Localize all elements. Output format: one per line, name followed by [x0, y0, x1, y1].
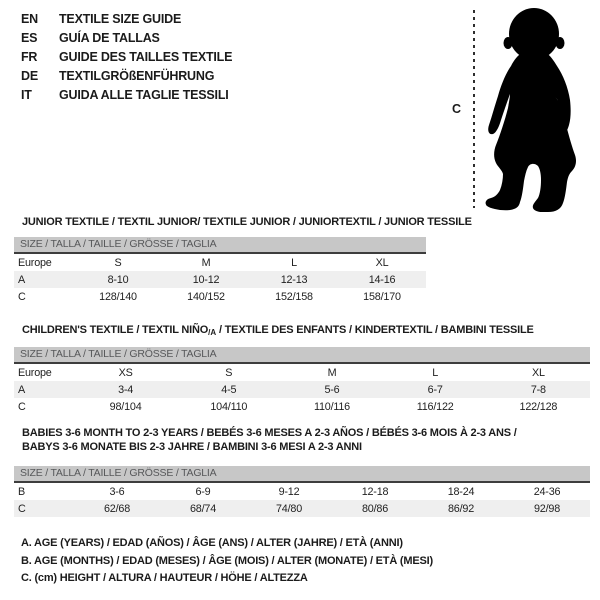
- babies-size-header-bar: SIZE / TALLA / TAILLE / GRÖSSE / TAGLIA: [14, 466, 590, 483]
- row-label: B: [18, 485, 26, 498]
- table-row: [14, 381, 590, 398]
- children-title-text: CHILDREN'S TEXTILE / TEXTIL NIÑO: [22, 324, 209, 336]
- table-row: [14, 271, 426, 288]
- language-row-fr: [21, 47, 232, 66]
- row-label: C: [18, 502, 26, 515]
- table-cell: XL: [375, 256, 389, 269]
- table-row: [14, 500, 590, 517]
- junior-size-header-bar: SIZE / TALLA / TAILLE / GRÖSSE / TAGLIA: [14, 237, 426, 254]
- table-cell: L: [432, 366, 439, 379]
- children-table-title: [22, 324, 534, 340]
- language-list: [21, 9, 232, 104]
- language-code: DE: [21, 68, 38, 83]
- table-cell: 62/68: [103, 502, 131, 515]
- table-cell: 140/152: [187, 290, 225, 303]
- row-label: A: [18, 383, 26, 396]
- table-cell: 3-6: [109, 485, 125, 498]
- table-cell: 104/110: [210, 400, 248, 413]
- table-cell: 74/80: [275, 502, 303, 515]
- legend-line-b: B. AGE (MONTHS) / EDAD (MESES) / ÂGE (MOIS) / ALTER (MONATE) / ETÀ (MESI): [21, 554, 433, 567]
- children-table: [14, 347, 590, 415]
- table-cell: 24-36: [533, 485, 561, 498]
- table-cell: 9-12: [278, 485, 300, 498]
- table-cell: S: [114, 256, 122, 269]
- language-row-es: [21, 28, 232, 47]
- language-code: IT: [21, 87, 32, 102]
- table-cell: XL: [531, 366, 545, 379]
- row-label: C: [18, 290, 26, 303]
- table-cell: 116/122: [416, 400, 454, 413]
- table-cell: 86/92: [447, 502, 475, 515]
- table-cell: M: [327, 366, 337, 379]
- language-label: TEXTILE SIZE GUIDE: [59, 11, 182, 26]
- table-cell: 3-4: [118, 383, 134, 396]
- table-row: [14, 288, 426, 305]
- babies-title-line1: BABIES 3-6 MONTH TO 2-3 YEARS / BEBÉS 3-6 MESES A 2-3 AÑOS / BÉBÉS 3-6 MOIS À 2-3 ANS /: [22, 427, 517, 439]
- table-cell: 12-18: [361, 485, 389, 498]
- table-cell: 10-12: [192, 273, 220, 286]
- table-cell: 6-9: [195, 485, 211, 498]
- language-code: EN: [21, 11, 38, 26]
- children-title-subscript: /A: [208, 328, 217, 337]
- table-cell: 18-24: [447, 485, 475, 498]
- junior-table-title: JUNIOR TEXTILE / TEXTIL JUNIOR/ TEXTILE JUNIOR / JUNIORTEXTIL / JUNIOR TESSILE: [22, 216, 472, 228]
- measurement-legend: [21, 535, 433, 588]
- row-label: Europe: [18, 256, 52, 269]
- table-cell: 92/98: [533, 502, 561, 515]
- language-row-it: [21, 85, 232, 104]
- table-row: [14, 398, 590, 415]
- table-cell: 122/128: [519, 400, 558, 413]
- language-code: FR: [21, 49, 38, 64]
- language-row-de: [21, 66, 232, 85]
- language-label: GUÍA DE TALLAS: [59, 30, 160, 45]
- row-label: A: [18, 273, 26, 286]
- table-cell: S: [225, 366, 233, 379]
- table-cell: M: [201, 256, 211, 269]
- language-label: TEXTILGRÖßENFÜHRUNG: [59, 68, 215, 83]
- children-size-header-bar: SIZE / TALLA / TAILLE / GRÖSSE / TAGLIA: [14, 347, 590, 364]
- table-cell: 14-16: [368, 273, 396, 286]
- table-row: [14, 483, 590, 500]
- babies-table: [14, 466, 590, 517]
- legend-line-c: C. (cm) HEIGHT / ALTURA / HAUTEUR / HÖHE / ALTEZZA: [21, 572, 308, 584]
- row-label: C: [18, 400, 26, 413]
- legend-line-a: A. AGE (YEARS) / EDAD (AÑOS) / ÂGE (ANS) / ALTER (JAHRE) / ETÀ (ANNI): [21, 537, 403, 549]
- table-cell: 4-5: [221, 383, 237, 396]
- table-cell: XS: [118, 366, 133, 379]
- language-label: GUIDE DES TAILLES TEXTILE: [59, 49, 233, 64]
- table-cell: 128/140: [99, 290, 137, 303]
- table-cell: 80/86: [361, 502, 389, 515]
- table-cell: 6-7: [427, 383, 443, 396]
- babies-title-line2: BABYS 3-6 MONATE BIS 2-3 JAHRE / BAMBINI 3-6 MESI A 2-3 ANNI: [22, 440, 362, 453]
- language-code: ES: [21, 30, 38, 45]
- table-cell: L: [291, 256, 297, 269]
- height-measure-label: C: [452, 102, 461, 116]
- table-cell: 68/74: [189, 502, 217, 515]
- language-row-en: [21, 9, 232, 28]
- table-cell: 158/170: [363, 290, 401, 303]
- table-cell: 12-13: [280, 273, 308, 286]
- junior-table: [14, 237, 426, 305]
- table-cell: 98/104: [109, 400, 142, 413]
- children-title-text: / TEXTILE DES ENFANTS / KINDERTEXTIL / BAMBINI TESSILE: [216, 324, 534, 336]
- table-cell: 152/158: [275, 290, 313, 303]
- height-measure-dashed-line: [473, 10, 475, 208]
- table-row: [14, 254, 426, 271]
- language-label: GUIDA ALLE TAGLIE TESSILI: [59, 87, 229, 102]
- table-cell: 110/116: [313, 400, 350, 413]
- table-cell: 5-6: [324, 383, 340, 396]
- babies-table-title: [22, 427, 517, 454]
- row-label: Europe: [18, 366, 52, 379]
- table-cell: 8-10: [107, 273, 129, 286]
- table-row: [14, 364, 590, 381]
- table-cell: 7-8: [530, 383, 546, 396]
- baby-silhouette: [482, 7, 592, 212]
